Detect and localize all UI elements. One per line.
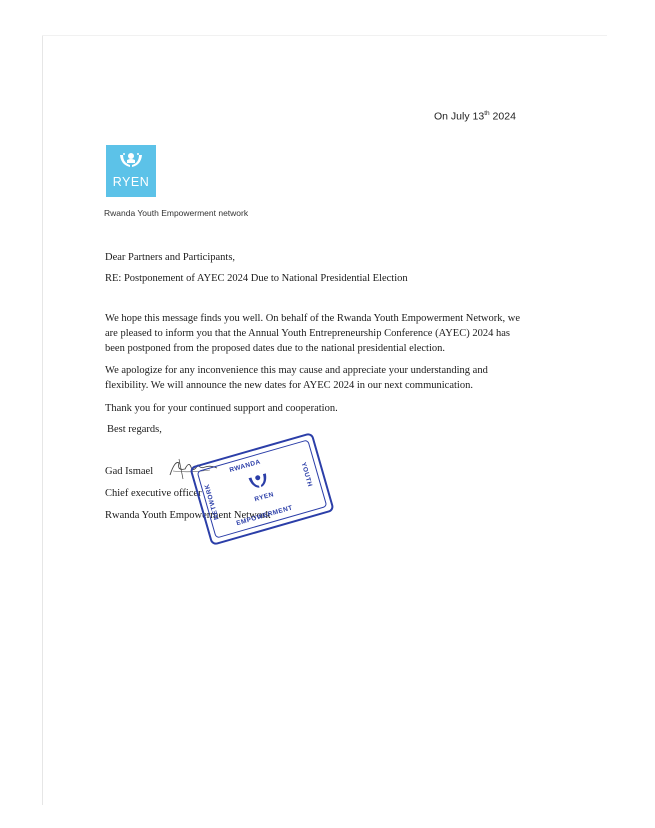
stamp-top-text: RWANDA	[228, 458, 262, 475]
organization-name: Rwanda Youth Empowerment network	[104, 208, 249, 218]
page-edge-top	[42, 35, 607, 36]
stamp-bottom-text: EMPOWERMENT	[235, 504, 294, 528]
paragraph-1-text: We hope this message finds you well. On behalf of the Rwanda Youth Empowerment Network, we are pleased to inform you that the Annual Youth Entrepreneurship Conference (AYEC) 2024 has been postponed from the proposed dates due to the national presidential election.	[105, 313, 520, 354]
salutation: Dear Partners and Participants,	[105, 252, 236, 263]
logo-text: RYEN	[112, 175, 150, 189]
signer-name: Gad Ismael	[105, 466, 154, 477]
letter-date: On July 13th 2024	[434, 110, 516, 123]
closing: Best regards,	[107, 424, 162, 435]
stamp-left-text: NETWORK	[203, 482, 221, 521]
paragraph-2-text: We apologize for any inconvenience this may cause and appreciate your understanding and flexibility. We will announce the new dates for AYEC 2024 in our next communication.	[105, 365, 488, 391]
signer-organization: Rwanda Youth Empowerment Network	[105, 510, 271, 521]
paragraph-1	[105, 311, 530, 356]
ryen-logo	[106, 145, 156, 197]
stamp-right-text: YOUTH	[299, 461, 314, 488]
hands-person-icon	[106, 145, 156, 177]
paragraph-3: Thank you for your continued support and cooperation.	[105, 403, 338, 414]
official-stamp	[189, 432, 335, 546]
subject-line: RE: Postponement of AYEC 2024 Due to National Presidential Election	[105, 273, 408, 284]
stamp-center-text: RYEN	[253, 491, 275, 504]
signer-title: Chief executive officer	[105, 488, 202, 499]
page-edge	[42, 35, 43, 805]
paragraph-2	[105, 363, 530, 393]
